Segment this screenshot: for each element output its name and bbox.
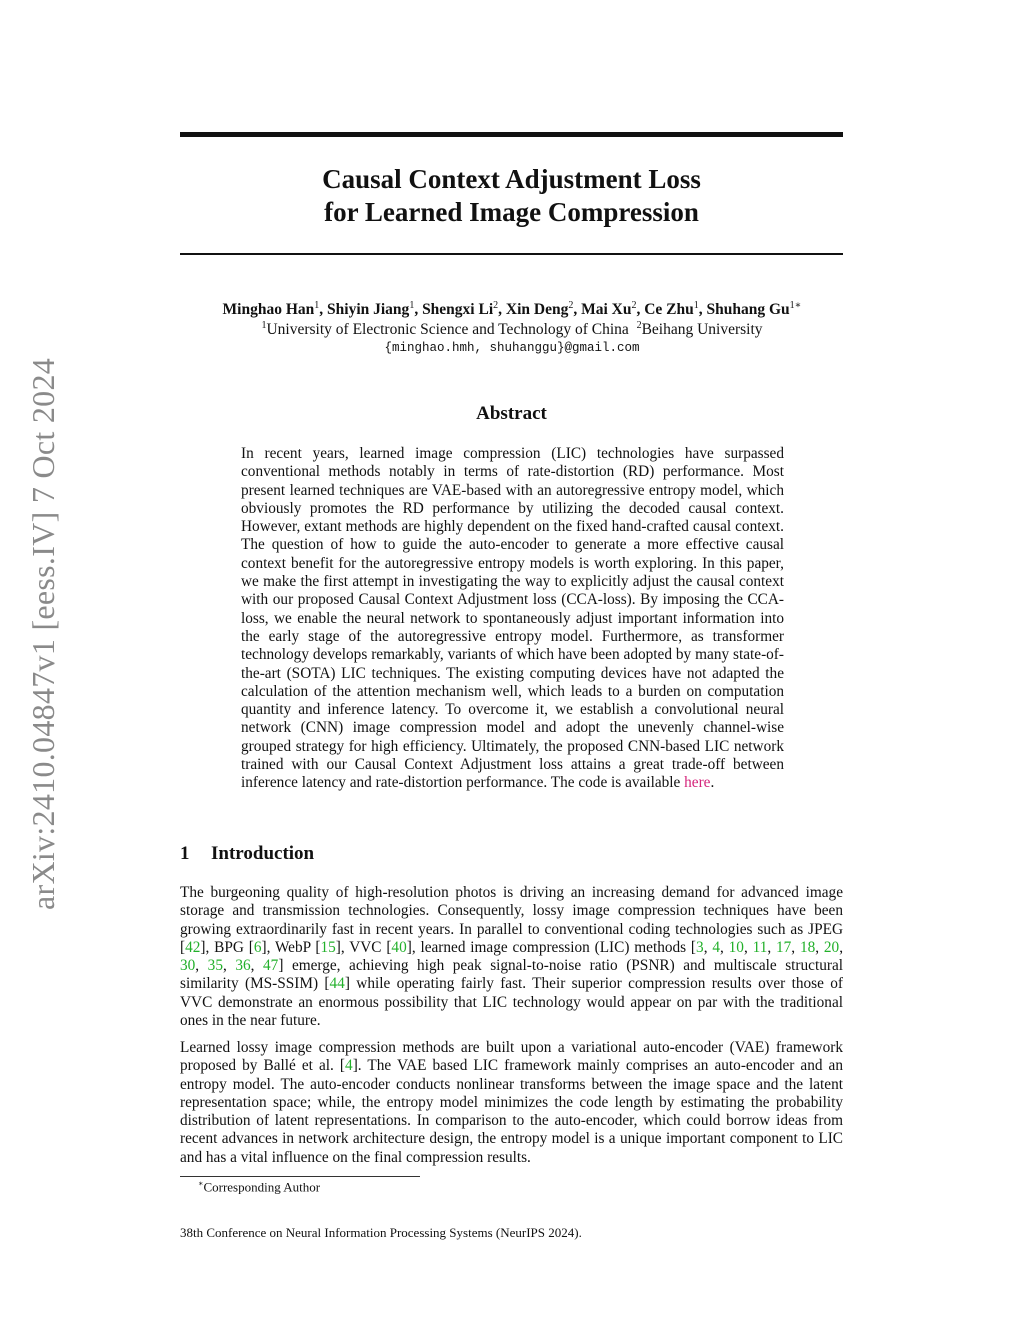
author-name: Ce Zhu [644,301,694,319]
author-list: Minghao Han$^1$, Shiyin Jiang$^1$, Shengxi Li$^2$, Xin Deng$^2$, Mai Xu$^2$, Ce Zhu$^1$, Shuhang $Gu^{1∗}$ [222,300,802,319]
section-title: Introduction [211,843,315,864]
citation-link[interactable]: 44 [329,975,345,993]
citation-link[interactable]: 10 [728,938,744,956]
intro-paragraph-2 [180,1039,843,1167]
author-email[interactable]: {minghao.hmh, shuhanggu}@gmail.com [384,341,640,355]
text-run: ], VVC [ [335,938,392,956]
text-run: ], BPG [ [200,938,254,956]
section-heading-introduction [180,843,314,865]
affiliations [150,320,874,339]
citation-link[interactable]: 30 [180,957,196,975]
affiliation-2: Beihang University [641,321,763,339]
author-name: Mai Xu [581,301,632,319]
author-name: Minghao Han [222,301,315,319]
footnote [198,1179,320,1195]
venue-line: 38th Conference on Neural Information Processing Systems (NeurIPS 2024). [180,1225,582,1240]
arxiv-identifier-stamp: arXiv:2410.04847v1 [eess.IV] 7 Oct 2024 [25,357,61,910]
citation-link[interactable]: 20 [823,938,840,956]
citation-link[interactable]: 42 [185,938,201,956]
paper-title [180,163,843,229]
author-name: Shuhang Gu [706,301,790,319]
title-line-1: Causal Context Adjustment Loss [322,164,701,194]
footnote-text: Corresponding Author [203,1179,321,1195]
author-affil-mark: 1 [314,300,320,311]
abstract-text: In recent years, learned image compression (LIC) technologies have surpassed conventional methods notably in terms of rate-distortion (RD) performance. Most present learned techniques are VAE-based with an autoregressive entropy model, which obviously promotes the RD performance by utilizing the decoded causal context. However, extant methods are highly dependent on the fixed hand-crafted causal context. The question of how to guide the auto-encoder to generate a more effective causal context benefit for the autoregressive entropy models is worth exploring. In this paper, we make the first attempt in investigating the way to explicitly adjust the causal context with our proposed Causal Context Adjustment loss (CCA-loss). By imposing the CCA-loss, we enable the neural network to spontaneously adjust important information into the early stage of the autoregressive entropy model. Furthermore, as transformer technology develops remarkably, variants of which have been adopted by many state-of-the-art (SOTA) LIC techniques. The existing computing devices have not adapted the calculation of the attention mechanism well, which leads to a burden on computation quantity and inference latency. To overcome it, we establish a convolutional neural network (CNN) image compression model and adopt the unevenly channel-wise grouped strategy for high efficiency. Ultimately, the proposed CNN-based LIC network trained with our Causal Context Adjustment loss attains a great trade-off between inference latency and rate-distortion performance. The code is available [241,445,784,792]
author-affil-mark: 2 [493,300,499,311]
text-run: ] while operating fairly fast. Their superior compression results over those of VVC demonstrate an enormous possibility that LIC technology would appear on par with the traditional ones in the near future. [180,975,843,1030]
author-affil-mark: 1 [693,300,699,311]
footnote-rule [180,1176,420,1177]
author-affil-mark: 2 [631,300,637,311]
text-run: ], WebP [ [261,938,321,956]
citation-link[interactable]: 35 [207,957,223,975]
author-name: Xin Deng [505,301,569,319]
affiliation-mark: 1 [261,320,267,331]
text-run: Learned lossy image compression methods are built upon a variational auto-encoder (VAE) framework proposed by Ballé et al. [ [180,1039,843,1075]
citation-link[interactable]: 40 [391,938,407,956]
intro-paragraph-1: The burgeoning quality of high-resolution photos is driving an increasing demand for advanced image storage and transmission technologies. Consequently, lossy image compression techniques have been growing extraordinarily fast in recent years. In parallel to conventional coding technologies such as JPEG [42], BPG [6], WebP [15], VVC [40], learned image compression (LIC) methods [3, 4, 10, 11, 17, 18, 20, 30, 35, 36, 47] emerge, achieving high peak signal-to-noise ratio (PSNR) and multiscale structural similarity (MS-SSIM) [44] while operating fairly fast. Their superior compression results over those of VVC demonstrate an enormous possibility that LIC technology would appear on par with the traditional ones in the near future. [180,884,844,1030]
citation-link[interactable]: 47 [263,957,279,975]
title-line-2: for Learned Image Compression [324,197,699,227]
author-affil-mark: 2 [568,300,574,311]
footnote-mark: ∗ [198,1179,204,1188]
section-number: 1 [180,843,190,864]
text-run: ] emerge, achieving high peak signal-to-noise ratio (PSNR) and multiscale structural similarity (MS-SSIM) [ [180,957,843,993]
author-name: Shengxi Li [422,301,494,319]
title-bottom-rule [180,253,843,255]
citation-link[interactable]: 15 [320,938,336,956]
citation-link[interactable]: 36 [235,957,251,975]
citation-link[interactable]: 4 [712,938,720,956]
citation-link[interactable]: 4 [345,1057,353,1075]
citation-link[interactable]: 17 [776,938,792,956]
abstract-body [241,445,784,793]
author-affil-mark: 1∗ [789,300,802,311]
affiliation-mark: 2 [636,320,642,331]
citation-link[interactable]: 18 [799,938,816,956]
code-link[interactable]: here [684,774,711,792]
abstract-end: . [710,774,715,792]
text-run: ]. The VAE based LIC framework mainly comprises an auto-encoder and an entropy model. The auto-encoder conducts nonlinear transforms between the image space and the latent representation space; while, the entropy model minimizes the code length by estimating the probability distribution of latent representations. In comparison to the auto-encoder, which could borrow ideas from recent advances in network architecture design, the entropy model is a unique important component to LIC and has a vital influence on the final compression results. [180,1057,843,1166]
citation-link[interactable]: 6 [253,938,262,956]
citation-link[interactable]: 11 [752,938,768,956]
affiliation-1: University of Electronic Science and Technology of China [266,321,629,339]
title-top-rule [180,132,843,137]
text-run: ], learned image compression (LIC) methods [ [406,938,697,956]
text-run: The burgeoning quality of high-resolution photos is driving an increasing demand for advanced image storage and transmission technologies. Consequently, lossy image compression techniques have been growing extraordinarily fast in recent years. In parallel to conventional coding technologies such as JPEG [ [180,884,843,956]
author-affil-mark: 1 [409,300,415,311]
citation-link[interactable]: 3 [696,938,704,956]
abstract-heading: Abstract [476,403,547,424]
author-name: Shiyin Jiang [327,301,410,319]
